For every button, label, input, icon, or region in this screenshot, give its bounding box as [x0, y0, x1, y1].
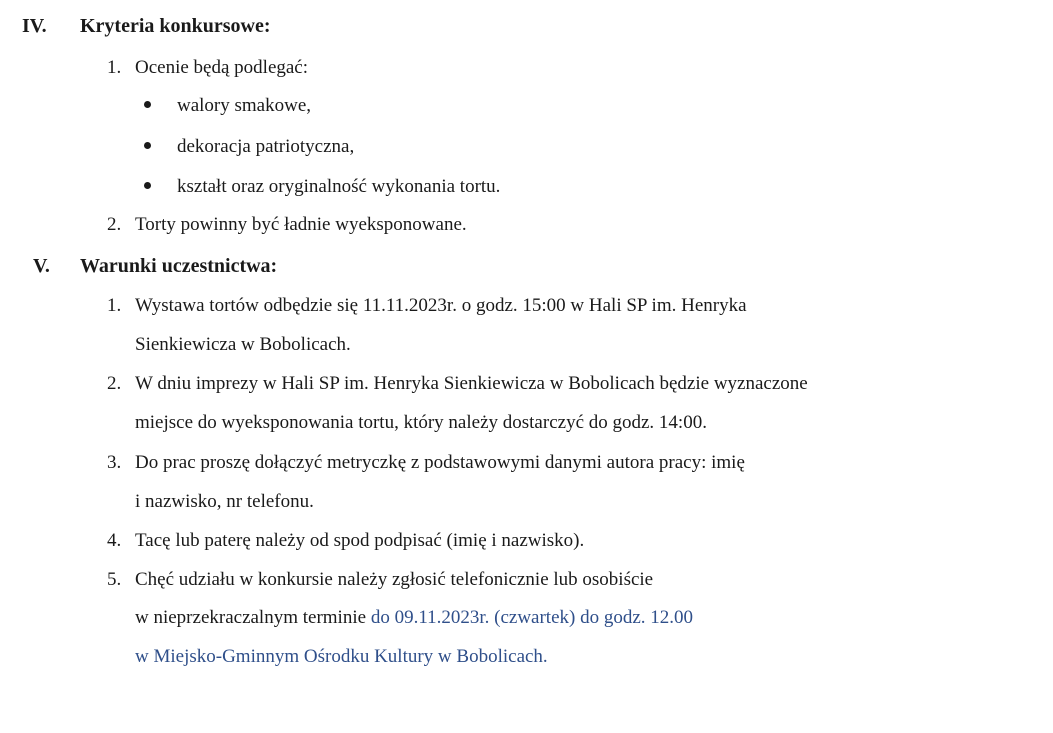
section-5-item-1-line-1: Wystawa tortów odbędzie się 11.11.2023r. o godz. 15:00 w Hali SP im. Henryka — [135, 295, 747, 316]
section-4-title: Kryteria konkursowe: — [80, 15, 271, 37]
section-5-item-5-line-2 — [135, 606, 693, 630]
section-5-item-2-line-2: miejsce do wyeksponowania tortu, który należy dostarczyć do godz. 14:00. — [135, 412, 707, 433]
bullet-icon — [144, 142, 151, 149]
section-4-item-1-text: Ocenie będą podlegać: — [135, 57, 309, 78]
section-5-item-4-number: 4. — [107, 530, 122, 551]
section-5-number: V. — [33, 255, 50, 277]
section-4-number: IV. — [22, 15, 47, 37]
deadline-date-text: do 09.11.2023r. (czwartek) do godz. 12.00 — [370, 607, 694, 628]
section-5-item-1-number: 1. — [107, 295, 122, 316]
section-5-item-5-line-1: Chęć udziału w konkursie należy zgłosić telefonicznie lub osobiście — [135, 569, 654, 590]
section-4-item-1-number: 1. — [107, 57, 122, 78]
bullet-item-1: walory smakowe, — [177, 95, 312, 116]
section-5-title: Warunki uczestnictwa: — [80, 255, 278, 277]
section-5-item-5-number: 5. — [107, 569, 122, 590]
bullet-icon — [144, 182, 151, 189]
section-5-item-3-number: 3. — [107, 452, 122, 473]
section-5-item-2-line-1: W dniu imprezy w Hali SP im. Henryka Sienkiewicza w Bobolicach będzie wyznaczone — [135, 373, 808, 394]
section-4-item-2-text: Torty powinny być ładnie wyeksponowane. — [135, 214, 467, 235]
deadline-intro-text: w nieprzekraczalnym terminie — [135, 607, 371, 628]
section-4-item-2-number: 2. — [107, 214, 122, 235]
section-5-item-3-line-2: i nazwisko, nr telefonu. — [135, 491, 314, 512]
section-5-item-3-line-1: Do prac proszę dołączyć metryczkę z podstawowymi danymi autora pracy: imię — [135, 452, 745, 473]
section-5-item-1-line-2: Sienkiewicza w Bobolicach. — [135, 334, 351, 355]
section-5-item-2-number: 2. — [107, 373, 122, 394]
section-5-item-5-line-3: w Miejsko-Gminnym Ośrodku Kultury w Bobolicach. — [135, 646, 548, 667]
bullet-icon — [144, 101, 151, 108]
bullet-item-2: dekoracja patriotyczna, — [177, 136, 355, 157]
section-5-item-4-line-1: Tacę lub paterę należy od spod podpisać (imię i nazwisko). — [135, 530, 585, 551]
bullet-item-3: kształt oraz oryginalność wykonania tortu. — [177, 176, 501, 197]
